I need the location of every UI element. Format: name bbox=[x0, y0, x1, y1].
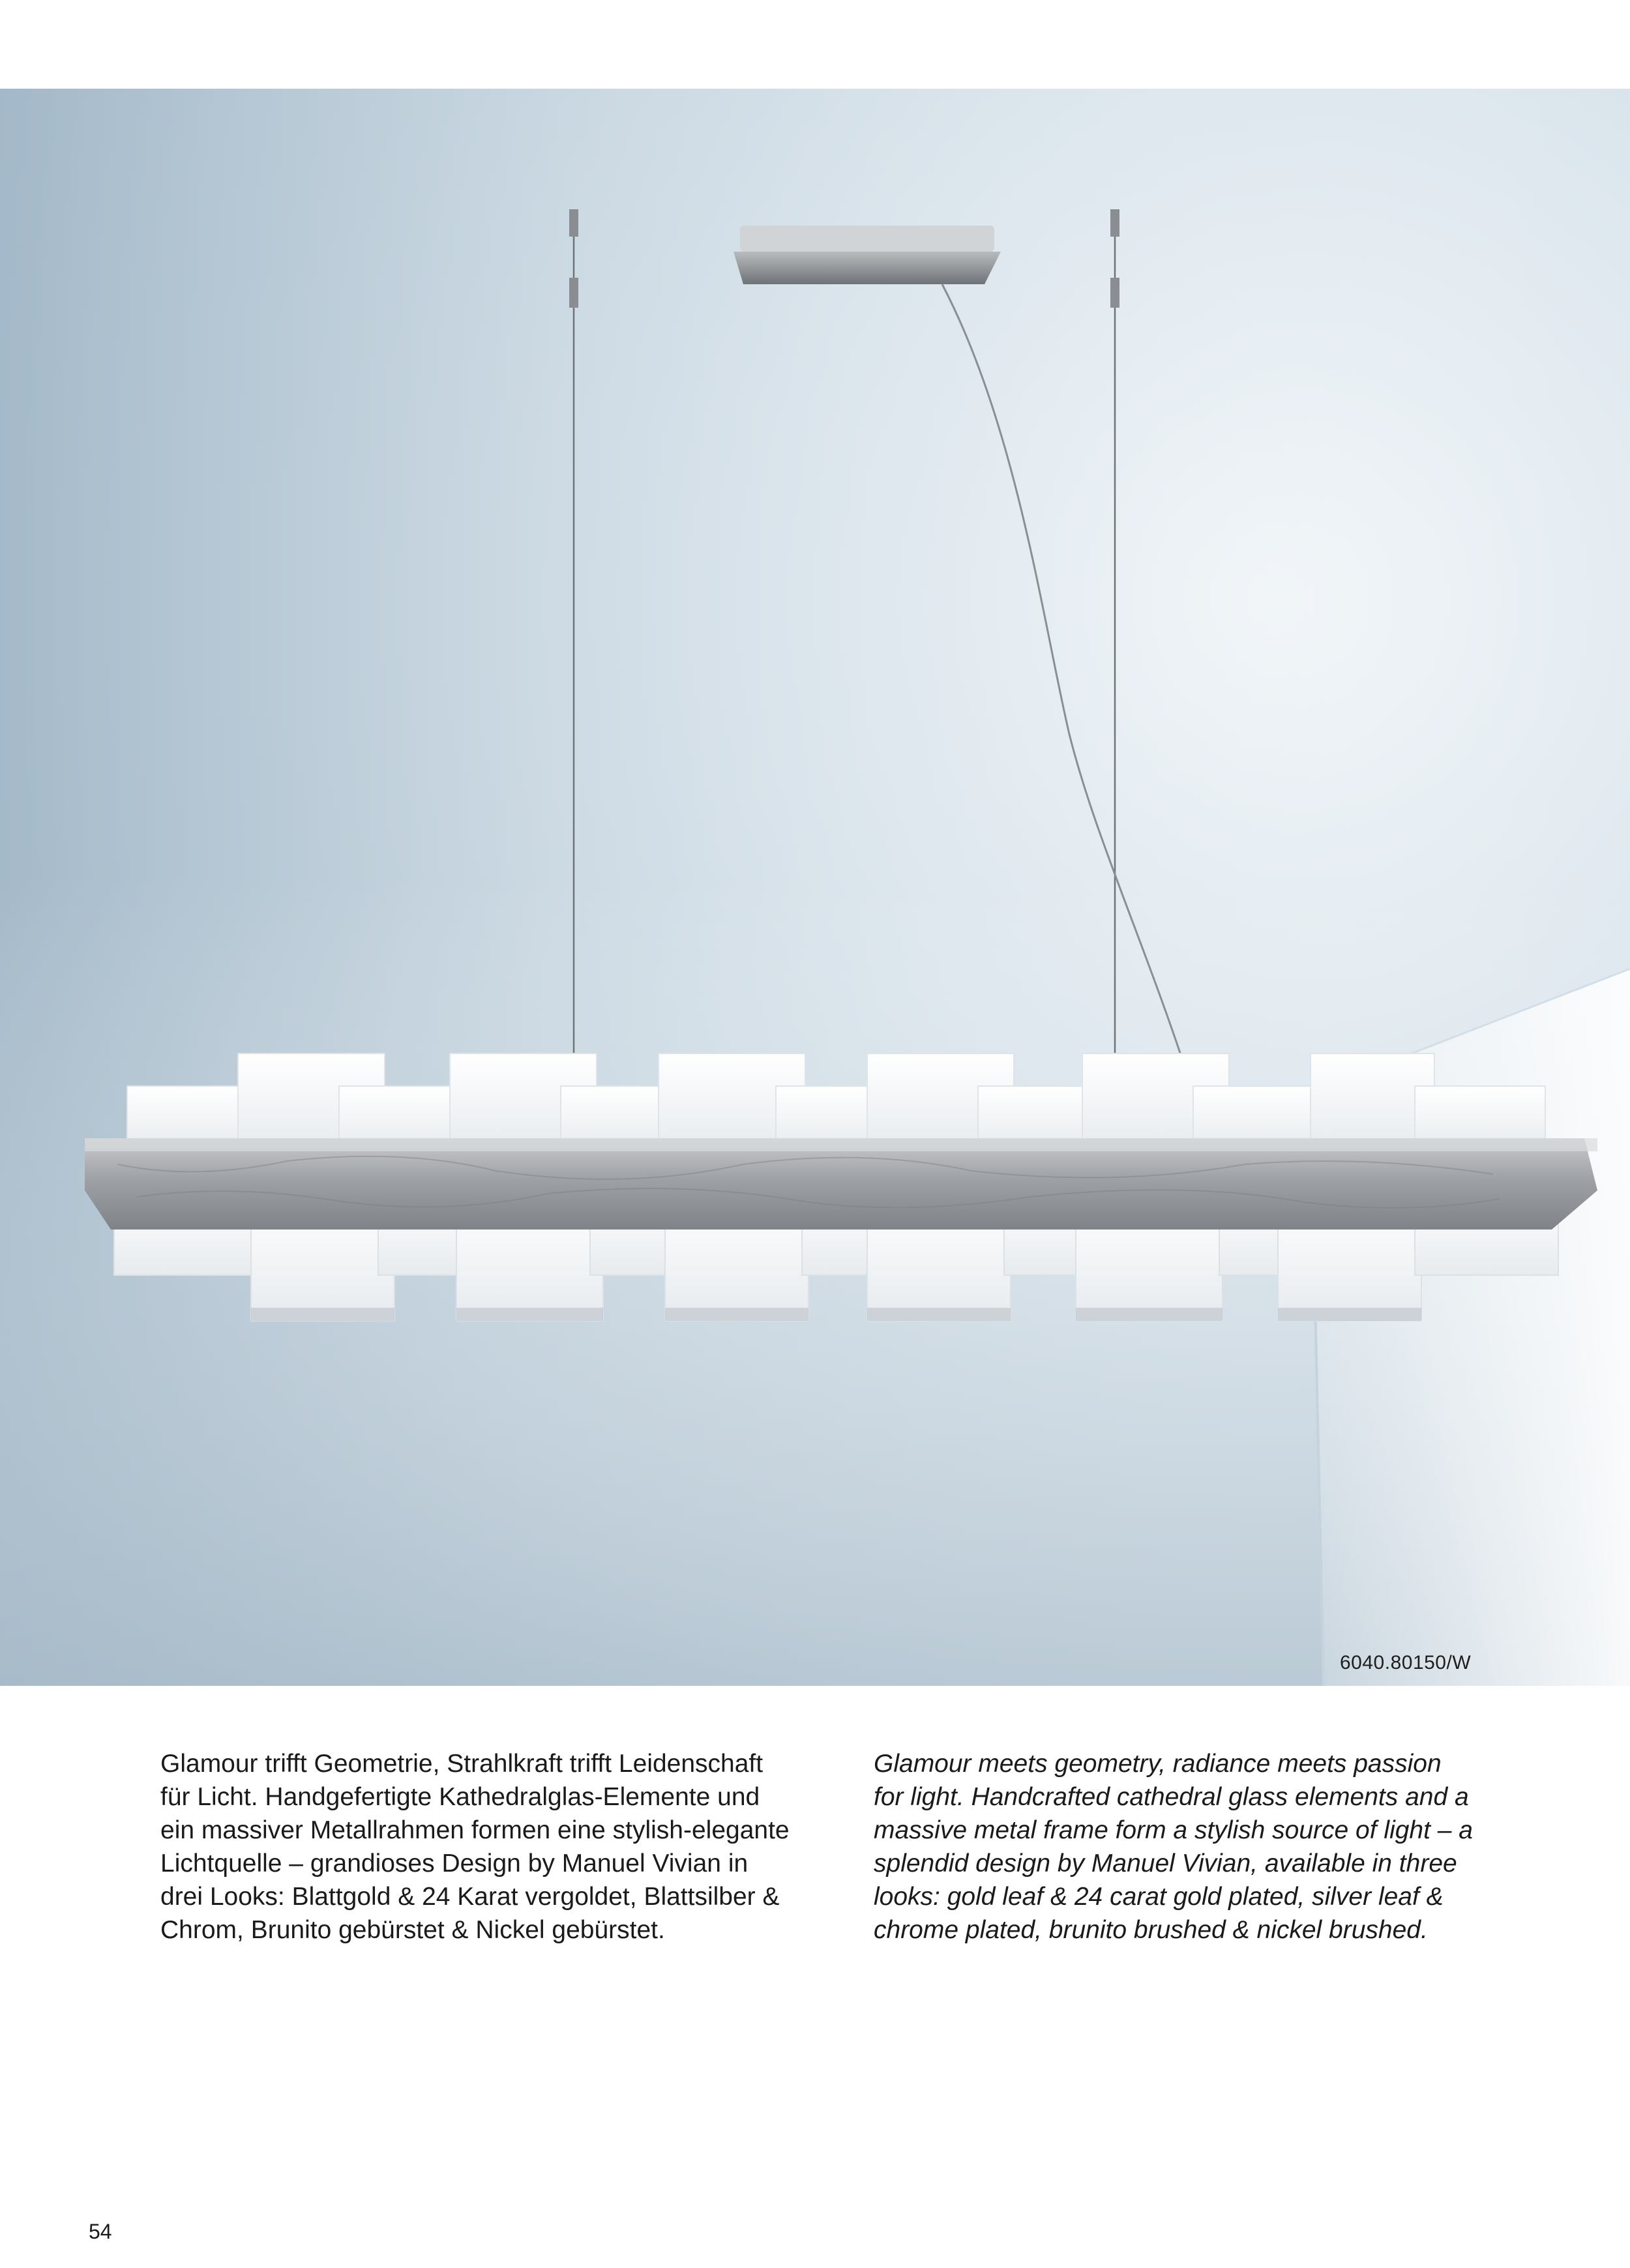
pendant-lamp-illustration bbox=[0, 89, 1630, 1686]
description-german bbox=[160, 1747, 790, 1947]
german-line: Glamour trifft Geometrie, Strahlkraft trifft Leidenschaft bbox=[160, 1750, 763, 1778]
german-line: für Licht. Handgefertigte Kathedralglas-Elemente und bbox=[160, 1783, 760, 1811]
german-line: Lichtquelle – grandioses Design by Manuel Vivian in bbox=[160, 1849, 748, 1878]
article-number: 6040.80150/W bbox=[1340, 1652, 1472, 1673]
english-line: splendid design by Manuel Vivian, available in three bbox=[874, 1849, 1457, 1878]
english-line: massive metal frame form a stylish source of light – a bbox=[874, 1816, 1473, 1844]
page-number: 54 bbox=[89, 2220, 112, 2243]
english-line: chrome plated, brunito brushed & nickel brushed. bbox=[874, 1916, 1428, 1944]
english-line: looks: gold leaf & 24 carat gold plated, silver leaf & bbox=[874, 1883, 1444, 1911]
german-line: ein massiver Metallrahmen formen eine stylish-elegante bbox=[160, 1816, 790, 1844]
german-line: Chrom, Brunito gebürstet & Nickel gebürstet. bbox=[160, 1916, 665, 1944]
english-line: Glamour meets geometry, radiance meets passion bbox=[874, 1750, 1442, 1778]
product-photo bbox=[0, 89, 1630, 1686]
english-line: for light. Handcrafted cathedral glass elements and a bbox=[874, 1783, 1469, 1811]
description-english bbox=[874, 1747, 1474, 1947]
german-line: drei Looks: Blattgold & 24 Karat vergoldet, Blattsilber & bbox=[160, 1883, 780, 1911]
